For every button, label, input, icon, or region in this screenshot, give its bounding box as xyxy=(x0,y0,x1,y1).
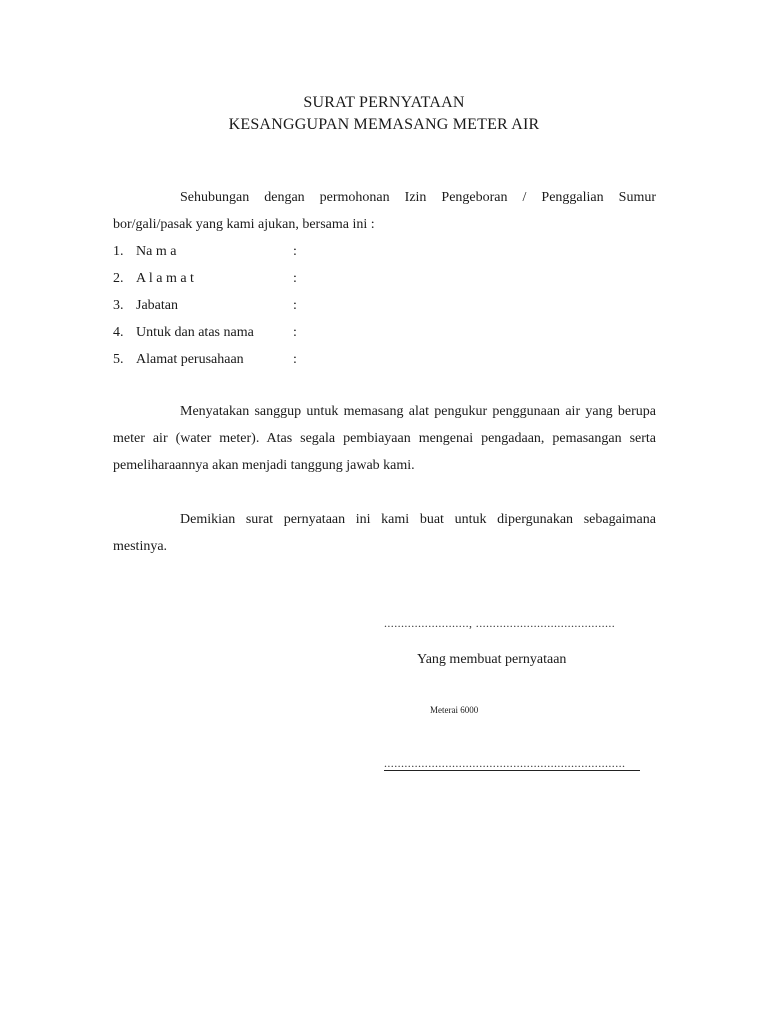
place-date-line: ........................., ......................................... xyxy=(384,616,616,630)
field-label: A l a m a t xyxy=(136,271,194,286)
field-jabatan xyxy=(113,292,656,319)
field-label: Alamat perusahaan xyxy=(136,352,244,367)
signature-name-line: ....................................................................... xyxy=(384,756,640,771)
field-alamat-perusahaan xyxy=(113,346,656,373)
statement-paragraph xyxy=(113,398,656,479)
field-number: 4. xyxy=(113,325,124,340)
intro-text: Sehubungan dengan permohonan Izin Pengeboran / Penggalian Sumur bor/gali/pasak yang kami ajukan, bersama ini : xyxy=(113,190,656,232)
closing-paragraph xyxy=(113,506,656,560)
field-colon: : xyxy=(293,325,297,340)
field-label: Untuk dan atas nama xyxy=(136,325,254,340)
field-number: 2. xyxy=(113,271,124,286)
field-label: Na m a xyxy=(136,244,177,259)
field-alamat xyxy=(113,265,656,292)
field-colon: : xyxy=(293,298,297,313)
field-colon: : xyxy=(293,244,297,259)
field-number: 5. xyxy=(113,352,124,367)
field-colon: : xyxy=(293,271,297,286)
closing-text: Demikian surat pernyataan ini kami buat untuk dipergunakan sebagaimana mestinya. xyxy=(113,512,656,554)
field-number: 3. xyxy=(113,298,124,313)
stamp-placeholder: Meterai 6000 xyxy=(430,705,479,715)
signer-label: Yang membuat pernyataan xyxy=(417,652,567,667)
field-colon: : xyxy=(293,352,297,367)
field-untuk-atas-nama xyxy=(113,319,656,346)
document-subtitle: KESANGGUPAN MEMASANG METER AIR xyxy=(228,116,540,133)
identity-field-list xyxy=(113,238,656,373)
field-label: Jabatan xyxy=(136,298,178,313)
intro-paragraph xyxy=(113,184,656,238)
statement-text: Menyatakan sanggup untuk memasang alat pengukur penggunaan air yang berupa meter air (water meter). Atas segala pembiayaan mengenai pengadaan, pemasangan serta pemeliharaannya akan menjadi tanggung jawab kami. xyxy=(113,404,656,473)
field-nama xyxy=(113,238,656,265)
field-number: 1. xyxy=(113,244,124,259)
document-title: SURAT PERNYATAAN xyxy=(303,94,465,111)
